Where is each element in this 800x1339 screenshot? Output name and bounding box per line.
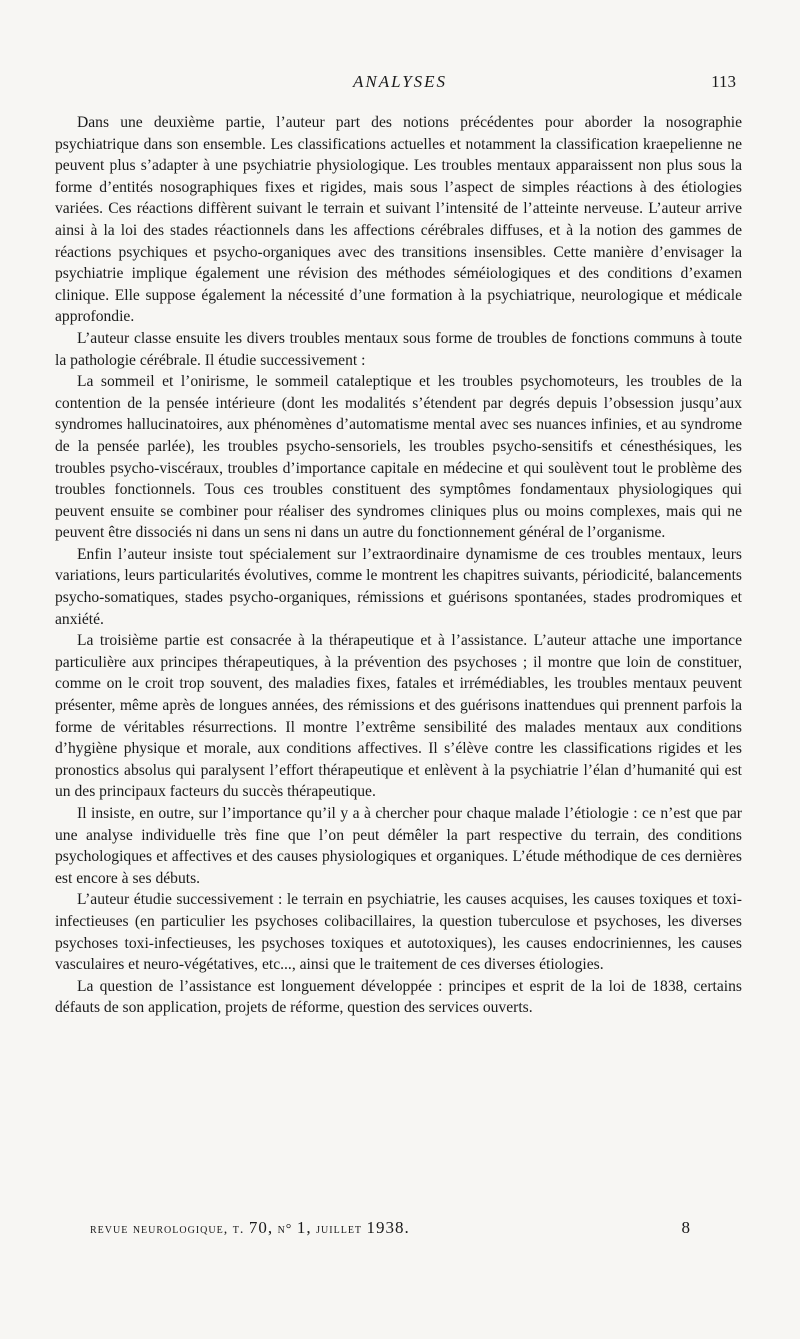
journal-name: revue neurologique, t. [90, 1222, 245, 1237]
page-body [55, 112, 742, 1019]
journal-citation [90, 1218, 410, 1238]
paragraph: L’auteur étudie successivement : le terrain en psychiatrie, les causes acquises, les causes toxiques et toxi-infectieuses (en particulier les psychoses colibacillaires, la question tuberculose et psychoses, les diverses psychoses toxi-infectieuses, les psychoses toxiques et autotoxiques), les causes endocriniennes, les causes vasculaires et neuro-végétatives, etc..., ainsi que le traitement de ces diverses étiologies. [55, 891, 742, 974]
paragraph: Enfin l’auteur insiste tout spécialement sur l’extraordinaire dynamisme de ces troubles mentaux, leurs variations, leurs particularités évolutives, comme le montrent les chapitres suivants, périodicité, balancements psycho-somatiques, stades psycho-organiques, rémissions et guérisons spontanées, stades prodromiques et anxiété. [55, 545, 742, 628]
issue-number: 1, [296, 1218, 312, 1237]
paragraph: Dans une deuxième partie, l’auteur part des notions précédentes pour aborder la nosographie psychiatrique dans son ensemble. Les classifications actuelles et notamment la classification kraepelienne ne peuvent plus s’adapter à une psychiatrie physiologique. Les troubles mentaux apparaissent non plus sous la forme d’entités nosographiques fixes et rigides, mais sous l’aspect de simples réactions à des étiologies variées. Ces réactions diffèrent suivant le terrain et suivant l’intensité de l’atteinte nerveuse. L’auteur arrive ainsi à la loi des stades réactionnels dans les affections cérébrales diffuses, et à la notion des gammes de réactions psychiques et psycho-organiques avec des transitions insensibles. Cette manière d’envisager la psychiatrie implique également une révision des méthodes séméiologiques et des conditions d’examen clinique. Elle suppose également la nécessité d’une formation à la psychiatrique, neurologique et médicale approfondie. [55, 114, 742, 326]
paragraph: L’auteur classe ensuite les divers troubles mentaux sous forme de troubles de fonctions communs à toute la pathologie cérébrale. Il étudie successivement : [55, 329, 742, 369]
paragraph: La troisième partie est consacrée à la thérapeutique et à l’assistance. L’auteur attache une importance particulière aux principes thérapeutiques, à la prévention des psychoses ; il montre que loin de constituer, comme on le croit trop souvent, des maladies fixes, fatales et irrémédiables, les troubles mentaux peuvent présenter, même après de longues années, des rémissions et des guérisons inattendues qui prennent parfois la forme de véritables résurrections. Il montre l’extrême sensibilité des malades mentaux aux conditions d’hygiène physique et morale, aux conditions affectives. Il s’élève contre les classifications rigides et les pronostics absolus qui paralysent l’effort thérapeutique et enlèvent à la psychiatrie l’élan d’humanité qui est un des principaux facteurs du succès thérapeutique. [55, 632, 742, 801]
paragraph: La question de l’assistance est longuement développée : principes et esprit de la loi de 1838, certains défauts de son application, projets de réforme, question des services ouverts. [55, 977, 742, 1017]
month: juillet [316, 1222, 363, 1237]
paragraph: Il insiste, en outre, sur l’importance qu’il y a à chercher pour chaque malade l’étiologie : ce n’est que par une analyse individuelle très fine que l’on peut démêler la part respective du terrain, des conditions psychologiques et affectives et des causes physiologiques et organiques. L’étude méthodique de ces dernières est encore à ses débuts. [55, 805, 742, 887]
running-title: ANALYSES [352, 72, 448, 91]
page-number: 113 [711, 72, 736, 91]
paragraph: La sommeil et l’onirisme, le sommeil cataleptique et les troubles psychomoteurs, les troubles de la contention de la pensée intérieure (dont les modalités s’étendent par degrés depuis l’obsession jusqu’aux syndromes hallucinatoires, aux phénomènes d’automatisme mental avec ses nuances infinies, et au syndrome de la pensée parlée), les troubles psycho-sensoriels, les troubles psycho-sensitifs et cénesthésiques, les troubles psycho-viscéraux, troubles d’importance capitale en médecine et qui soulèvent tout le problème des troubles fonctionnels. Tous ces troubles constituent des symptômes fondamentaux physiologiques qui peuvent ensuite se combiner pour réaliser des syndromes cliniques plus ou moins complexes, mais qui ne peuvent être dissociés ni dans un sens ni dans un autre du fonctionnement général de l’organisme. [55, 373, 742, 542]
volume: 70, [248, 1218, 274, 1237]
page-footer [90, 1218, 690, 1244]
year: 1938. [366, 1218, 410, 1237]
number-label: n° [277, 1222, 293, 1237]
sheet-number: 8 [681, 1218, 690, 1237]
page-header [40, 72, 760, 102]
